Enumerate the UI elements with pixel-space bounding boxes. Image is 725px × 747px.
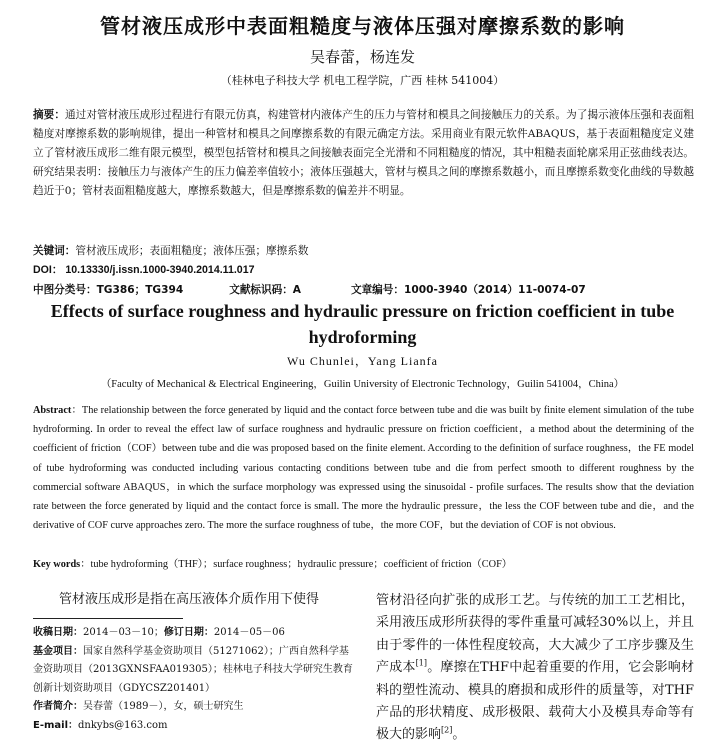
english-abstract xyxy=(33,401,694,535)
english-affiliation: （Faculty of Mechanical & Electrical Engineering，Guilin University of Electronic Technology，Guilin 541004，China） xyxy=(100,379,625,390)
fund-label: 基金项目： xyxy=(33,645,83,657)
chinese-keywords-label: 关键词： xyxy=(33,245,76,257)
chinese-abstract-label: 摘要： xyxy=(33,109,65,121)
received-value: 2014－03－10； xyxy=(83,627,164,638)
english-title: Effects of surface roughness and hydraulic pressure on friction coefficient in tube hydroforming xyxy=(50,301,675,347)
author-bio-label: 作者简介： xyxy=(33,701,83,712)
fund-footnote xyxy=(33,643,353,699)
intro-text-part3: 。 xyxy=(452,727,466,743)
chinese-abstract-text: 通过对管材液压成形过程进行有限元仿真，构建管材内液体产生的压力与管材和模具之间接触压力的关系。为了揭示液体压强和表面粗糙度对摩擦系数的影响规律，提出一种管材和模具之间摩擦系数的有限元确定方法。采用商业有限元软件ABAQUS，基于表面粗糙度定义建立了管材液压成形二维有限元模型，模型包括管材和模具之间接触表面完全光滑和不同粗糙度的情况，其中粗糙表面轮廓采用正弦曲线表达。研究结果表明：接触压力与液体产生的压力偏差率值较小；液体压强越大，管材与模具之间的摩擦系数越小，而且摩擦系数变化曲线的导数越趋近于0；管材表面粗糙度越大，摩擦系数越大，但是摩擦系数的偏差并不明显。 xyxy=(33,109,695,197)
article-no-value: 1000-3940（2014）11-0074-07 xyxy=(403,284,586,296)
doc-code-label: 文献标识码： xyxy=(229,284,293,296)
doi-label: DOI： xyxy=(33,264,63,276)
citation-ref-2[interactable]: [2] xyxy=(441,726,453,736)
revised-value: 2014－05－06 xyxy=(213,627,285,638)
citation-ref-1[interactable]: [1] xyxy=(415,658,427,668)
doi-line xyxy=(33,261,694,280)
english-authors: Wu Chunlei，Yang Lianfa xyxy=(287,354,438,368)
intro-text-part1: 管材沿径向扩张的成形工艺。与传统的加工工艺相比，采用液压成形所获得的零件重量可减轻30%以上，并且由于零件的一体性程度较高，大大减少了工序步骤及生产成本 xyxy=(376,593,694,676)
right-column xyxy=(376,590,694,747)
english-abstract-text: ：The relationship between the force generated by liquid and the contact force between tube and die was built by finite element simulation of the tube hydroforming. In order to reveal the effect law of surface roughness and hydraulic pressure on friction coefficient，a method about the determining of the coefficient of friction（COF）between tube and die was proposed based on the finite element. According to the definition of surface roughness，the FE model of tube hydroforming was conducted including various contacting conditions between tube and die from perfect smooth to different roughness by the commercial software ABAQUS，in which the surface morphology was expressed using the sinusoidal - profile surfaces. The results show that the deviation rate between the force generated by liquid and the contact force is small. The more the hydraulic pressure，the less the COF between tube and die，and the derivative of COF curve approaches zero. The more the surface roughness of tube，the more COF，but the deviation of COF is not obvious. xyxy=(33,405,694,532)
email-link[interactable]: dnkybs@163.com xyxy=(78,719,168,731)
intro-text-part2: 。摩擦在THF中起着重要的作用，它会影响材料的塑性流动、模具的磨损和成形件的质量等，对THF产品的形状精度、成形极限、载荷大小及模具寿命等有极大的影响 xyxy=(376,660,694,743)
intro-paragraph-start: 管材液压成形是指在高压液体介质作用下使得 xyxy=(59,592,320,607)
dates-footnote xyxy=(33,624,353,643)
author-footnote xyxy=(33,698,353,717)
chinese-abstract xyxy=(33,106,694,201)
chinese-affiliation: （桂林电子科技大学 机电工程学院，广西 桂林 541004） xyxy=(220,74,505,87)
email-label: E-mail： xyxy=(33,719,79,731)
email-footnote xyxy=(33,717,353,736)
chinese-keywords xyxy=(33,242,694,261)
left-column xyxy=(33,590,353,735)
footnotes xyxy=(33,624,353,735)
article-no-label: 文章编号： xyxy=(351,284,404,296)
english-keywords-label: Key words xyxy=(33,559,81,570)
clc-value: TG386；TG394 xyxy=(96,284,184,296)
received-label: 收稿日期： xyxy=(33,627,83,638)
chinese-keywords-text: 管材液压成形；表面粗糙度；液体压强；摩擦系数 xyxy=(75,245,309,257)
chinese-authors: 吴春蕾，杨连发 xyxy=(309,48,415,66)
clc-label: 中图分类号： xyxy=(33,284,97,296)
fund-text: 国家自然科学基金资助项目（51271062）；广西自然科学基金资助项目（2013GXNSFAA019305）；桂林电子科技大学研究生教育创新计划资助项目（GDYCSZ201401） xyxy=(33,645,353,694)
footnote-divider xyxy=(33,618,183,619)
chinese-title: 管材液压成形中表面粗糙度与液体压强对摩擦系数的影响 xyxy=(100,14,625,38)
english-keywords-text: ：tube hydroforming（THF）；surface roughness；hydraulic pressure；coefficient of friction（COF） xyxy=(80,559,513,570)
author-bio-text: 吴春蕾（1989－），女，硕士研究生 xyxy=(83,701,244,712)
doi-value: 10.13330/j.issn.1000-3940.2014.11.017 xyxy=(65,264,255,276)
english-keywords xyxy=(33,555,694,574)
english-abstract-label: Abstract xyxy=(33,405,72,416)
revised-label: 修订日期： xyxy=(163,627,214,638)
doc-code-value: A xyxy=(292,284,301,296)
